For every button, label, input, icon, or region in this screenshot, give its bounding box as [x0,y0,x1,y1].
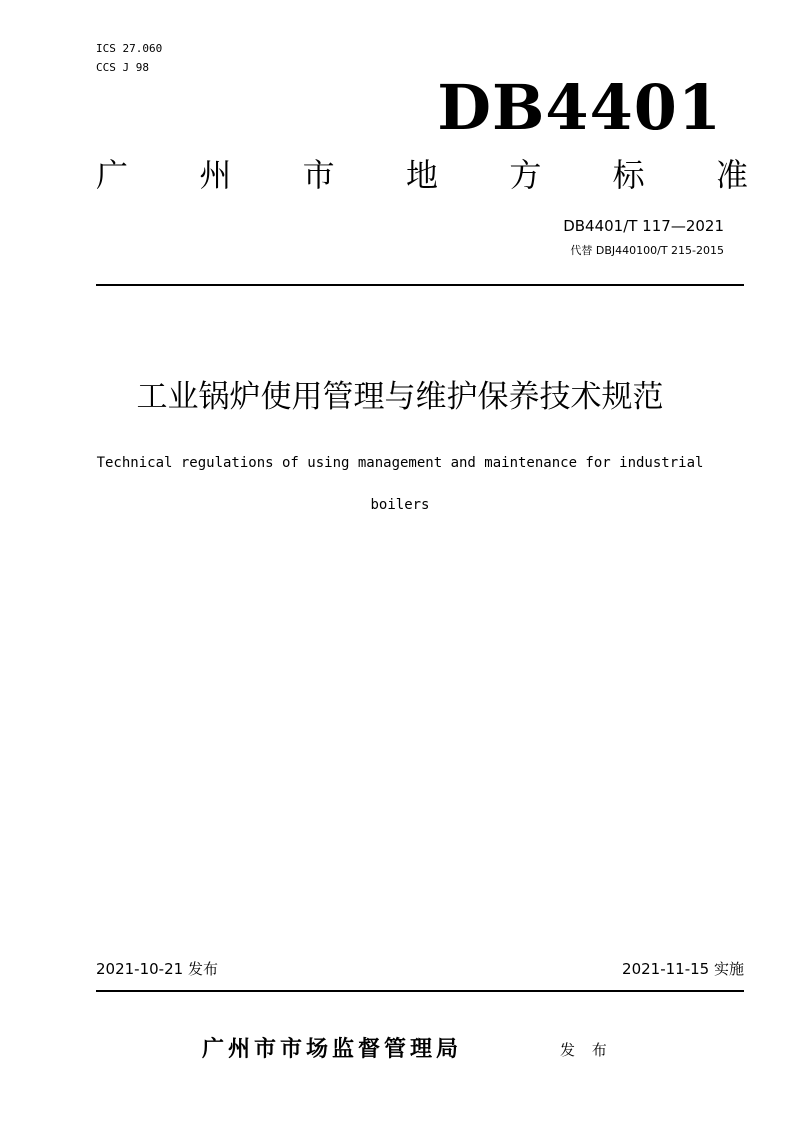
implementation-date: 2021-11-15 实施 [622,960,744,978]
standard-type-char: 市 [302,156,335,194]
standard-type-char: 准 [715,156,748,194]
issue-date: 2021-10-21 发布 [96,960,218,978]
standard-type-heading [96,152,748,198]
document-title-english-line-1: Technical regulations of using management and maintenance for industrial [96,455,704,471]
standard-type-char: 地 [405,156,438,194]
standard-type-char: 方 [509,156,542,194]
document-title-chinese: 工业锅炉使用管理与维护保养技术规范 [136,379,664,415]
document-title-english-line-2: boilers [370,497,430,513]
ics-code: ICS 27.060 [96,42,163,55]
ccs-code: CCS J 98 [96,61,149,74]
issue-label: 发 布 [560,1041,613,1059]
bottom-divider [96,990,744,992]
standard-type-char: 州 [199,156,232,194]
replaced-standard: 代替 DBJ440100/T 215-2015 [570,244,724,257]
standard-number: DB4401/T 117—2021 [563,217,724,235]
top-divider [96,284,744,286]
issuing-authority: 广州市市场监督管理局 [202,1037,463,1062]
standard-code: DB4401 [437,71,722,144]
standard-type-char: 标 [612,156,645,194]
standard-type-char: 广 [96,156,129,194]
